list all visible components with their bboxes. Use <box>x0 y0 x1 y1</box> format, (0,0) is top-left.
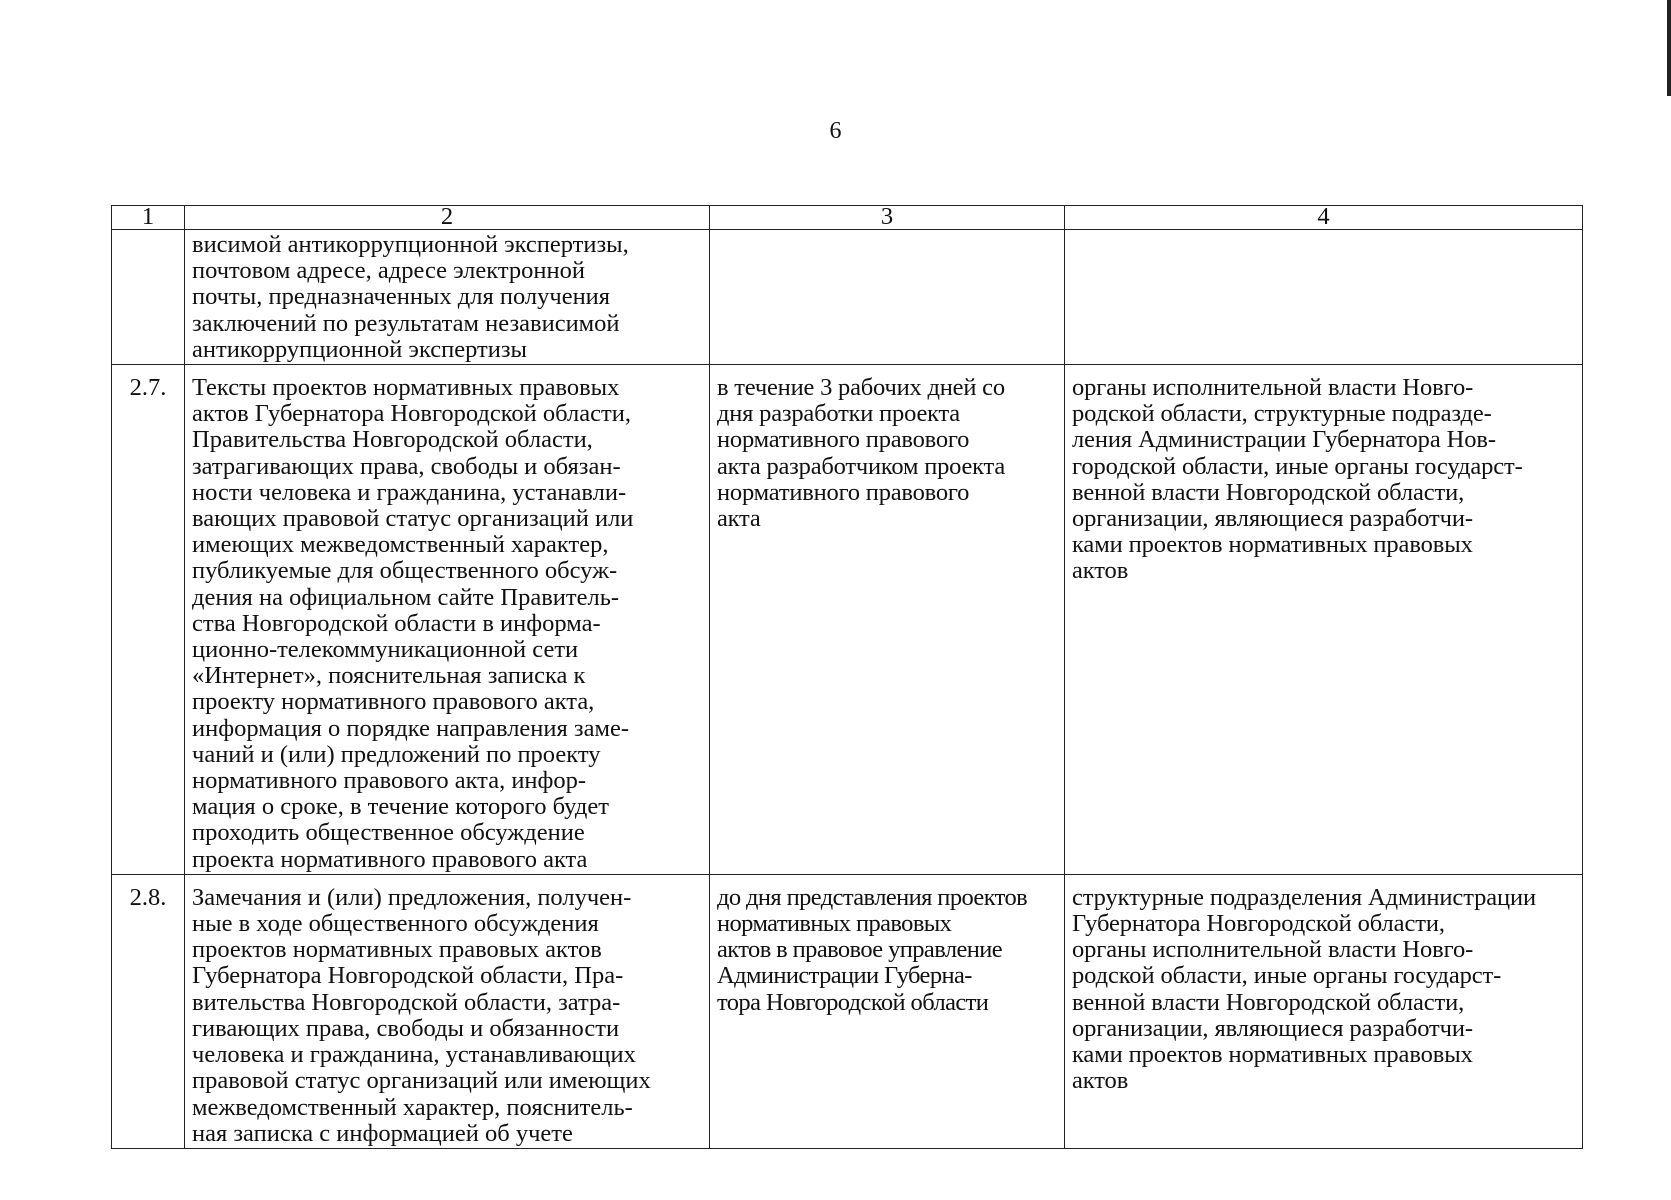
cell-text-line: чаний и (или) предложений по проекту <box>192 740 601 768</box>
deadline-cell <box>710 230 1065 365</box>
cell-text-line: организации, являющиеся разработчи- <box>1072 1014 1473 1042</box>
cell-text-line: венной власти Новгородской области, <box>1072 478 1465 506</box>
cell-text-line: висимой антикоррупционной экспертизы, <box>192 231 629 258</box>
cell-text-line: человека и гражданина, устанавливающих <box>192 1041 636 1069</box>
cell-text-line: ства Новгородской области в информа- <box>192 609 601 637</box>
cell-text-line: Тексты проектов нормативных правовых <box>192 374 620 402</box>
cell-text-line: вительства Новгородской области, затра- <box>192 988 621 1016</box>
header-cell-4: 4 <box>1065 206 1583 230</box>
cell-text-line: нормативного правового <box>717 426 970 454</box>
cell-text-line: ционно-телекоммуникационной сети <box>192 636 579 664</box>
page-number: 6 <box>829 118 842 144</box>
cell-text-line: венной власти Новгородской области, <box>1072 988 1465 1016</box>
cell-text-line: ками проектов нормативных правовых <box>1072 531 1473 559</box>
document-cell <box>185 365 710 875</box>
cell-text-line: актов <box>1072 1067 1129 1095</box>
responsible-cell <box>1065 365 1583 875</box>
cell-text-line: акта <box>717 505 761 533</box>
responsible-cell <box>1065 230 1583 365</box>
cell-text-line: Правительства Новгородской области, <box>192 426 593 454</box>
row-number: 2.8. <box>112 874 185 1148</box>
cell-text-line: ная записка с информацией об учете <box>192 1119 573 1147</box>
cell-text-line: «Интернет», пояснительная записка к <box>192 662 586 690</box>
cell-text-line: проходить общественное обсуждение <box>192 819 585 847</box>
cell-text-line: почты, предназначенных для получения <box>192 283 611 311</box>
document-table <box>111 205 1583 1149</box>
row-number: 2.7. <box>112 365 185 875</box>
cell-text-line: правовой статус организаций или имеющих <box>192 1067 651 1095</box>
row-number <box>112 230 185 365</box>
cell-text-line: актов в правовое управление <box>717 936 1003 964</box>
cell-text-line: тора Новгородской области <box>717 988 989 1016</box>
cell-text-line: дня разработки проекта <box>717 400 960 428</box>
header-cell-2: 2 <box>185 206 710 230</box>
document-cell <box>185 230 710 365</box>
cell-text-line: Администрации Губерна- <box>717 962 972 990</box>
cell-text-line: вающих правовой статус организаций или <box>192 505 634 533</box>
cell-text-line: антикоррупционной экспертизы <box>192 335 527 363</box>
deadline-cell <box>710 365 1065 875</box>
cell-text-line: органы исполнительной власти Новго- <box>1072 936 1474 964</box>
header-cell-1: 1 <box>112 206 185 230</box>
cell-text-line: почтовом адресе, адресе электронной <box>192 257 585 285</box>
deadline-cell <box>710 874 1065 1148</box>
cell-text-line: актов Губернатора Новгородской области, <box>192 400 631 428</box>
document-cell <box>185 874 710 1148</box>
cell-text-line: Губернатора Новгородской области, Пра- <box>192 962 624 990</box>
cell-text-line: информация о порядке направления заме- <box>192 714 630 742</box>
table-row <box>112 365 1583 875</box>
cell-text-line: до дня представления проектов <box>717 883 1028 911</box>
cell-text-line: Замечания и (или) предложения, получен- <box>192 883 632 911</box>
cell-text-line: затрагивающих права, свободы и обязан- <box>192 452 621 480</box>
cell-text-line: органы исполнительной власти Новго- <box>1072 374 1474 402</box>
header-cell-3: 3 <box>710 206 1065 230</box>
cell-text-line: ками проектов нормативных правовых <box>1072 1041 1473 1069</box>
cell-text-line: мация о сроке, в течение которого будет <box>192 793 609 821</box>
table-row <box>112 874 1583 1148</box>
cell-text-line: акта разработчиком проекта <box>717 452 1006 480</box>
table-row <box>112 230 1583 365</box>
cell-text-line: нормативного правового акта, инфор- <box>192 767 587 795</box>
cell-text-line: родской области, структурные подразде- <box>1072 400 1492 428</box>
cell-text-line: ные в ходе общественного обсуждения <box>192 910 599 938</box>
cell-text-line: актов <box>1072 557 1129 585</box>
cell-text-line: межведомственный характер, пояснитель- <box>192 1093 633 1121</box>
cell-text-line: имеющих межведомственный характер, <box>192 531 609 559</box>
cell-text-line: Губернатора Новгородской области, <box>1072 910 1445 938</box>
cell-text-line: в течение 3 рабочих дней со <box>717 374 1005 402</box>
cell-text-line: гивающих права, свободы и обязанности <box>192 1014 620 1042</box>
cell-text-line: публикуемые для общественного обсуж- <box>192 557 618 585</box>
cell-text-line: дения на официальном сайте Правитель- <box>192 583 620 611</box>
scan-edge-mark <box>1667 0 1671 96</box>
cell-text-line: нормативного правового <box>717 478 970 506</box>
cell-text-line: ления Администрации Губернатора Нов- <box>1072 426 1496 454</box>
cell-text-line: нормативных правовых <box>717 910 952 938</box>
cell-text-line: структурные подразделения Администрации <box>1072 883 1537 911</box>
cell-text-line: проекта нормативного правового акта <box>192 845 588 873</box>
responsible-cell <box>1065 874 1583 1148</box>
cell-text-line: ности человека и гражданина, устанавли- <box>192 478 627 506</box>
cell-text-line: проекту нормативного правового акта, <box>192 688 595 716</box>
cell-text-line: городской области, иные органы государст- <box>1072 452 1523 480</box>
cell-text-line: родской области, иные органы государст- <box>1072 962 1502 990</box>
cell-text-line: заключений по результатам независимой <box>192 309 620 337</box>
cell-text-line: организации, являющиеся разработчи- <box>1072 505 1473 533</box>
table-header-row <box>112 206 1583 230</box>
cell-text-line: проектов нормативных правовых актов <box>192 936 602 964</box>
